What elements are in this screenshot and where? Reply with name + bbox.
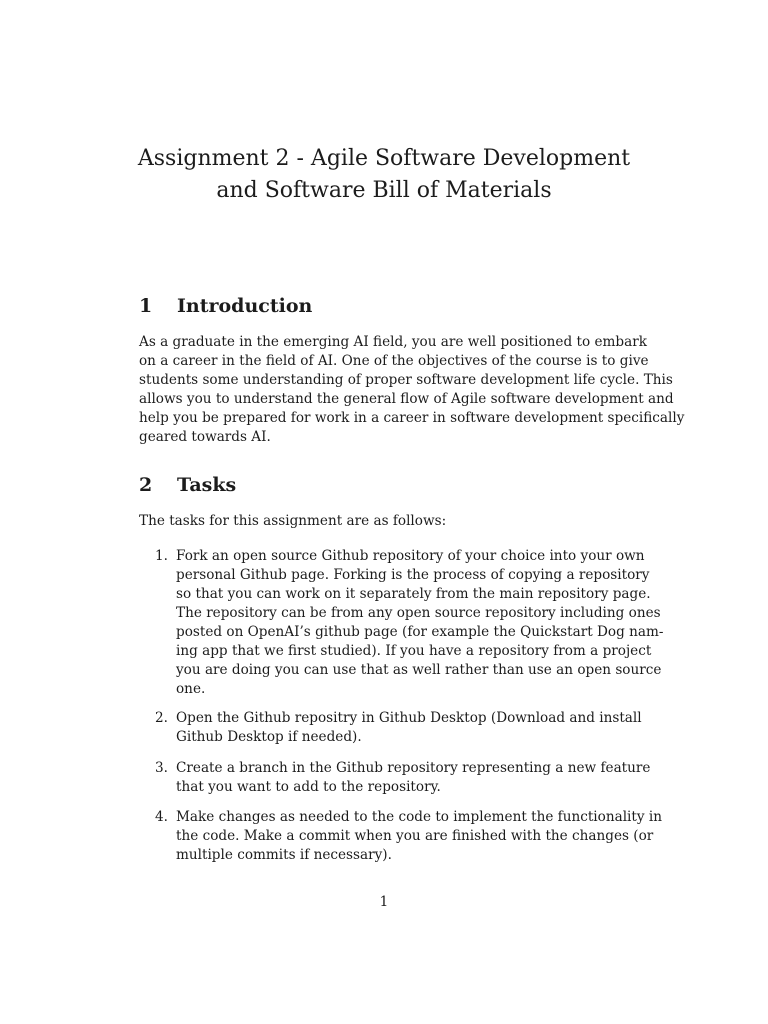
paragraph-line: help you be prepared for work in a career in software development specifically (139, 410, 685, 426)
task-text (176, 547, 664, 699)
task-line: one. (176, 681, 206, 697)
task-line: The repository can be from any open source repository including ones (176, 605, 661, 621)
task-line: Github Desktop if needed). (176, 729, 362, 745)
paragraph-line: geared towards AI. (139, 429, 271, 445)
section-title: Introduction (177, 295, 313, 317)
tasks-intro (139, 512, 629, 531)
task-line: the code. Make a commit when you are finished with the changes (or (176, 828, 654, 844)
section-number: 2 (139, 474, 153, 496)
task-line: posted on OpenAI’s github page (for example the Quickstart Dog nam- (176, 624, 664, 640)
task-text (176, 709, 642, 747)
task-line: Create a branch in the Github repository representing a new feature (176, 760, 651, 776)
task-line: Open the Github repositry in Github Desktop (Download and install (176, 710, 642, 726)
task-marker: 3. (155, 760, 168, 776)
document-title-line: Assignment 2 - Agile Software Development (137, 146, 631, 171)
document-title-line: and Software Bill of Materials (216, 178, 552, 203)
paragraph-line: allows you to understand the general flow of Agile software development and (139, 391, 674, 407)
paragraph-line: The tasks for this assignment are as follows: (139, 513, 447, 529)
task-line: Fork an open source Github repository of your choice into your own (176, 548, 645, 564)
paragraph-line: on a career in the field of AI. One of the objectives of the course is to give (139, 353, 649, 369)
section-number: 1 (139, 295, 153, 317)
task-line: ing app that we first studied). If you have a repository from a project (176, 643, 652, 659)
page-number: 1 (379, 894, 389, 910)
section-title: Tasks (177, 474, 237, 496)
task-line: so that you can work on it separately from the main repository page. (176, 586, 651, 602)
task-marker: 1. (155, 548, 168, 564)
task-line: Make changes as needed to the code to implement the functionality in (176, 809, 662, 825)
task-text (176, 808, 662, 865)
paragraph-line: As a graduate in the emerging AI field, you are well positioned to embark (139, 334, 647, 350)
task-line: you are doing you can use that as well rather than use an open source (176, 662, 662, 678)
task-line: multiple commits if necessary). (176, 847, 392, 863)
task-text (176, 759, 651, 797)
paragraph-line: students some understanding of proper software development life cycle. This (139, 372, 673, 388)
section-heading-tasks (139, 472, 236, 498)
task-marker: 2. (155, 710, 168, 726)
document-title (60, 143, 708, 207)
task-line: personal Github page. Forking is the process of copying a repository (176, 567, 650, 583)
introduction-paragraph (139, 333, 685, 447)
section-heading-introduction (139, 293, 312, 319)
task-marker: 4. (155, 809, 168, 825)
task-line: that you want to add to the repository. (176, 779, 441, 795)
